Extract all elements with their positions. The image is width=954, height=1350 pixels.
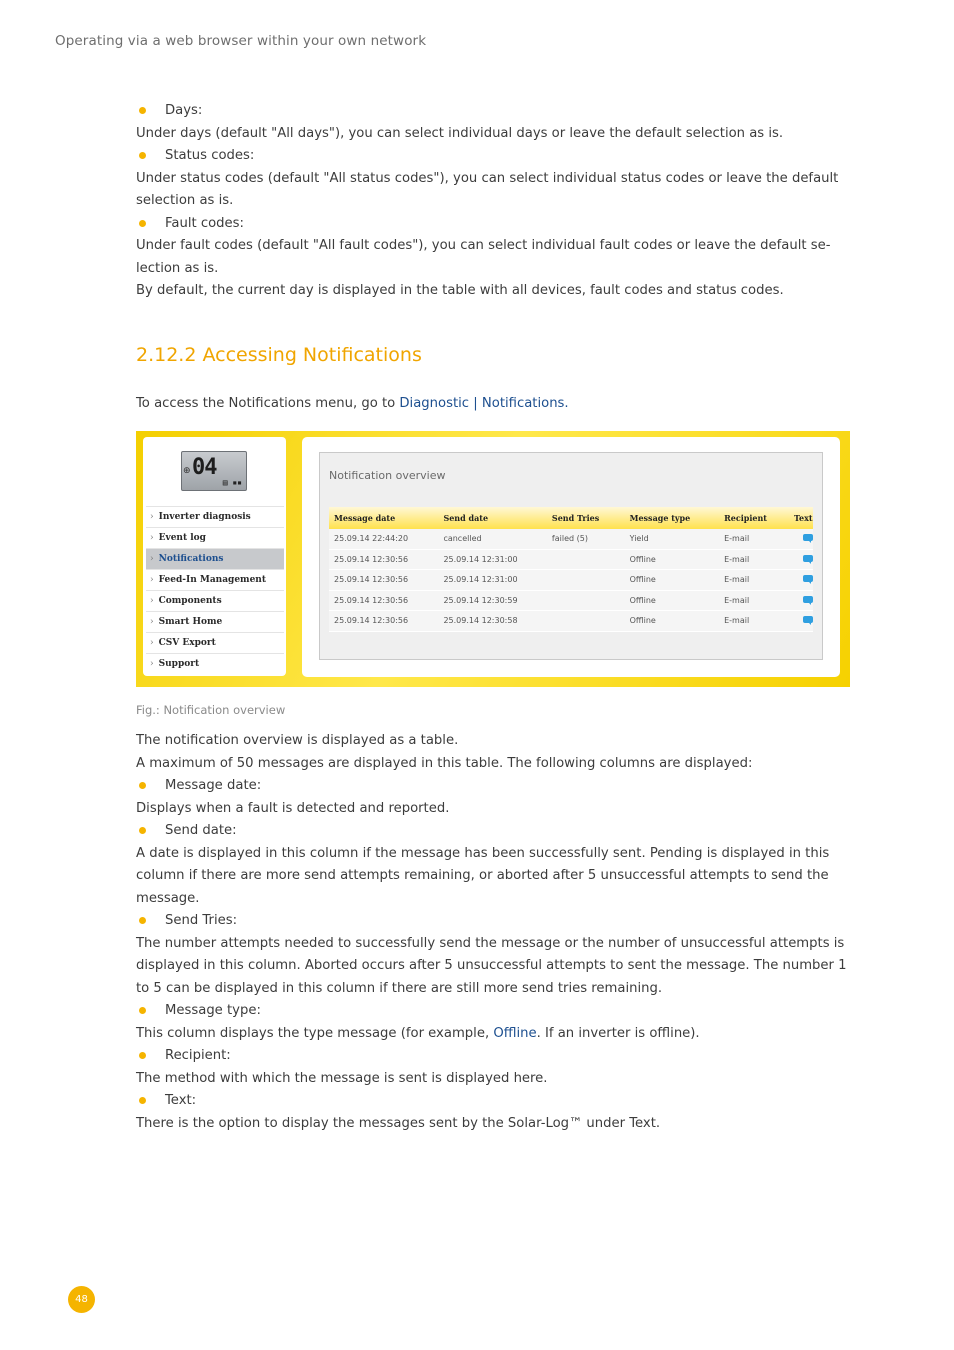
bullet-fault-codes <box>136 213 861 236</box>
overview-intro: The notification overview is displayed as a table. <box>136 733 459 748</box>
bullet-dot <box>139 1007 146 1014</box>
table-cell: E-mail <box>719 529 789 549</box>
bullet-send-date <box>136 820 861 843</box>
message-icon[interactable] <box>803 596 813 603</box>
table-row <box>329 570 813 591</box>
diagnostic-menu <box>143 437 286 676</box>
column-header[interactable]: Message type <box>625 507 720 529</box>
columns-section <box>136 730 861 1135</box>
table-cell <box>547 590 625 611</box>
chevron-right-icon: › <box>150 533 154 543</box>
menu-item-components[interactable]: › Components <box>146 590 284 611</box>
bullet-label: Message type: <box>165 1003 261 1018</box>
table-cell: 25.09.14 12:30:58 <box>438 611 546 632</box>
table-row <box>329 529 813 549</box>
page-number: 48 <box>68 1286 95 1313</box>
message-type-description: This column displays the type message (for example, Offline. If an inverter is offline). <box>136 1025 700 1041</box>
table-cell: Offline <box>625 611 720 632</box>
section-heading: 2.12.2 Accessing Notifications <box>136 344 422 366</box>
bullet-dot <box>139 827 146 834</box>
offline-link[interactable]: Offline <box>493 1025 537 1041</box>
chevron-right-icon: › <box>150 554 154 564</box>
column-header[interactable]: Send date <box>438 507 546 529</box>
column-header[interactable]: Text <box>789 507 813 529</box>
table-cell: Offline <box>625 590 720 611</box>
bullet-status-codes <box>136 145 861 168</box>
text-cell <box>789 611 813 632</box>
chevron-right-icon: › <box>150 617 154 627</box>
bullet-dot <box>139 917 146 924</box>
message-icon[interactable] <box>803 616 813 623</box>
bullet-recipient <box>136 1045 861 1068</box>
device-lcd: 04 <box>192 455 217 480</box>
bullet-label: Status codes: <box>165 148 255 163</box>
recipient-description: The method with which the message is sent is displayed here. <box>136 1070 548 1086</box>
table-cell: E-mail <box>719 611 789 632</box>
bullet-days <box>136 100 861 123</box>
figure-caption: Fig.: Notification overview <box>136 703 286 717</box>
bullet-label: Send Tries: <box>165 913 238 928</box>
column-header[interactable]: Message date <box>329 507 438 529</box>
bullet-label: Days: <box>165 103 203 118</box>
chevron-right-icon: › <box>150 575 154 585</box>
intro-section <box>136 100 861 303</box>
access-text: To access the Notifications menu, go to <box>136 396 396 411</box>
table-cell: 25.09.14 12:31:00 <box>438 549 546 570</box>
menu-item-event-log[interactable]: › Event log <box>146 527 284 548</box>
column-header[interactable]: Send Tries <box>547 507 625 529</box>
box-title: Notification overview <box>329 469 446 482</box>
chevron-right-icon: › <box>150 512 154 522</box>
notification-table <box>329 507 813 632</box>
bullet-dot <box>139 1097 146 1104</box>
table-row <box>329 549 813 570</box>
days-description: Under days (default "All days"), you can select individual days or leave the default selection as is. <box>136 125 784 141</box>
globe-icon: ⊕ <box>183 466 191 476</box>
table-cell: E-mail <box>719 590 789 611</box>
bullet-label: Send date: <box>165 823 237 838</box>
send-date-description: A date is displayed in this column if the message has been successfully sent. Pending is displayed in this column if there are more send attempts remaining, or aborted after 5 unsuccessful attempts to send the message. <box>136 845 830 906</box>
text-cell <box>789 549 813 570</box>
table-cell: 25.09.14 12:30:56 <box>329 611 438 632</box>
bullet-message-type <box>136 1000 861 1023</box>
chevron-right-icon: › <box>150 596 154 606</box>
message-icon[interactable] <box>803 555 813 562</box>
table-cell: E-mail <box>719 549 789 570</box>
status-codes-description: Under status codes (default "All status codes"), you can select individual status codes or leave the default selection as is. <box>136 170 839 208</box>
table-cell: 25.09.14 12:30:56 <box>329 570 438 591</box>
message-icon[interactable] <box>803 575 813 582</box>
text-cell <box>789 570 813 591</box>
notifications-path-link[interactable]: Diagnostic | Notifications. <box>399 396 569 411</box>
menu-item-inverter-diagnosis[interactable]: › Inverter diagnosis <box>146 506 284 527</box>
bullet-label: Message date: <box>165 778 262 793</box>
table-cell: 25.09.14 12:30:59 <box>438 590 546 611</box>
chevron-right-icon: › <box>150 638 154 648</box>
notification-overview-figure <box>136 431 850 687</box>
bullet-label: Text: <box>165 1093 197 1108</box>
default-note: By default, the current day is displayed in the table with all devices, fault codes and status codes. <box>136 283 784 298</box>
bullet-text <box>136 1090 861 1113</box>
running-header: Operating via a web browser within your own network <box>55 33 427 49</box>
table-cell: 25.09.14 12:30:56 <box>329 549 438 570</box>
overview-max: A maximum of 50 messages are displayed in this table. The following columns are displayed: <box>136 755 753 771</box>
bullet-label: Recipient: <box>165 1048 231 1063</box>
table-header-row <box>329 507 813 529</box>
table-cell: 25.09.14 12:30:56 <box>329 590 438 611</box>
table-cell: 25.09.14 12:31:00 <box>438 570 546 591</box>
bullet-dot <box>139 782 146 789</box>
send-tries-description: The number attempts needed to successfully send the message or the number of unsuccessful attempts is displayed in this column. Aborted occurs after 5 unsuccessful attempts to sent the message. The number 1 to 5 can be displayed in this column if there are still more send tries remaining. <box>136 935 847 996</box>
menu-item-csv-export[interactable]: › CSV Export <box>146 632 284 653</box>
menu-item-feed-in-management[interactable]: › Feed-In Management <box>146 569 284 590</box>
device-display-image <box>181 451 247 491</box>
table-cell: Offline <box>625 570 720 591</box>
bullet-dot <box>139 152 146 159</box>
table-cell: Yield <box>625 529 720 549</box>
bullet-dot <box>139 1052 146 1059</box>
access-instruction <box>136 393 861 416</box>
bullet-send-tries <box>136 910 861 933</box>
table-cell <box>547 611 625 632</box>
menu-item-notifications[interactable]: › Notifications <box>146 548 284 569</box>
column-header[interactable]: Recipient <box>719 507 789 529</box>
bullet-dot <box>139 220 146 227</box>
content-panel <box>302 437 840 677</box>
table-row <box>329 611 813 632</box>
table-cell: E-mail <box>719 570 789 591</box>
text-description: There is the option to display the messages sent by the Solar-Log™ under Text. <box>136 1115 661 1131</box>
bullet-message-date <box>136 775 861 798</box>
message-icon[interactable] <box>803 534 813 541</box>
bullet-label: Fault codes: <box>165 215 244 231</box>
device-indicators: ▤ ▪▪ <box>222 478 242 487</box>
table-cell: failed (5) <box>547 529 625 549</box>
table-cell: Offline <box>625 549 720 570</box>
menu-list <box>146 506 284 674</box>
bullet-dot <box>139 107 146 114</box>
text-cell <box>789 529 813 549</box>
notification-overview-box <box>319 452 823 660</box>
table-cell <box>547 549 625 570</box>
chevron-right-icon: › <box>150 659 154 669</box>
table-cell: cancelled <box>438 529 546 549</box>
text-cell <box>789 590 813 611</box>
table-cell <box>547 570 625 591</box>
fault-codes-description: Under fault codes (default "All fault codes"), you can select individual fault codes or leave the default se-lection as is. <box>136 238 831 276</box>
message-date-description: Displays when a fault is detected and reported. <box>136 800 450 816</box>
table-cell: 25.09.14 22:44:20 <box>329 529 438 549</box>
menu-item-support[interactable]: › Support <box>146 653 284 674</box>
menu-item-smart-home[interactable]: › Smart Home <box>146 611 284 632</box>
table-row <box>329 590 813 611</box>
